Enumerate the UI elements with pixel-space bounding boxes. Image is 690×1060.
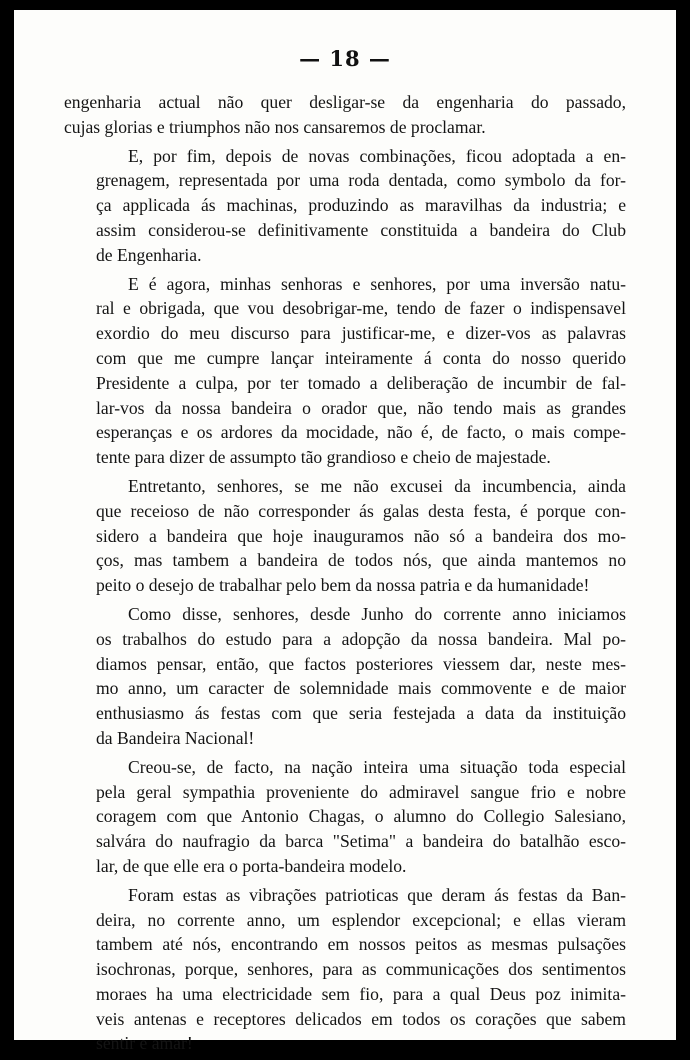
text-line: esperanças e os ardores da mocidade, não é, de facto, o mais compe-	[96, 422, 626, 443]
text-line: Foram estas as vibrações patrioticas que deram ás festas da Ban-	[128, 884, 626, 905]
text-line: isochronas, porque, senhores, para as communicações dos sentimentos	[96, 959, 626, 980]
paragraph	[64, 144, 626, 268]
text-line: enthusiasmo ás festas com que seria festejada a data da instituição	[96, 703, 626, 724]
text-line: diamos pensar, então, que factos posteriores viessem dar, neste mes-	[96, 653, 626, 674]
text-line: Creou-se, de facto, na nação inteira uma situação toda especial	[128, 756, 626, 777]
text-line: com que me cumpre lançar inteiramente á conta do nosso querido	[96, 347, 626, 368]
text-line: deira, no corrente anno, um esplendor excepcional; e ellas vieram	[96, 909, 626, 930]
text-line: Presidente a culpa, por ter tomado a deliberação de incumbir de fal-	[96, 372, 626, 393]
text-line: Como disse, senhores, desde Junho do corrente anno iniciamos	[128, 603, 626, 624]
text-line: Entretanto, senhores, se me não excusei da incumbencia, ainda	[128, 475, 626, 496]
paragraph	[64, 755, 626, 879]
paragraph	[64, 474, 626, 598]
text-line: assim considerou-se definitivamente constituida a bandeira do Club	[96, 219, 626, 240]
text-line: engenharia actual não quer desligar-se da engenharia do passado,	[64, 92, 626, 112]
text-line: de Engenharia.	[96, 244, 202, 265]
paragraph	[64, 883, 626, 1057]
page-number: — 18 —	[299, 46, 391, 71]
text-line: moraes ha uma electricidade sem fio, para a qual Deus poz inimita-	[96, 983, 626, 1004]
text-line: peito o desejo de trabalhar pelo bem da nossa patria e da humanidade!	[96, 575, 590, 596]
text-line: mo anno, um caracter de solemnidade mais commovente e de maior	[96, 678, 626, 699]
paragraph	[64, 90, 626, 140]
paragraph	[64, 272, 626, 470]
text-line: da Bandeira Nacional!	[96, 727, 255, 748]
text-line: tente para dizer de assumpto tão grandioso e cheio de majestade.	[96, 447, 551, 468]
text-line: ral e obrigada, que vou desobrigar-me, tendo de fazer o indispensavel	[96, 298, 626, 319]
text-line: coragem com que Antonio Chagas, o alumno do Collegio Salesiano,	[96, 806, 626, 827]
text-line: grenagem, representada por uma roda dentada, como symbolo da for-	[96, 170, 626, 191]
text-line: ça applicada ás machinas, produzindo as maravilhas da industria; e	[96, 195, 626, 216]
text-line: salvára do naufragio da barca "Setima" a bandeira do batalhão esco-	[96, 831, 626, 852]
text-line: os trabalhos do estudo para a adopção da nossa bandeira. Mal po-	[96, 628, 626, 649]
text-line: lar, de que elle era o porta-bandeira modelo.	[96, 855, 407, 876]
text-line: que receioso de não corresponder ás galas desta festa, é porque con-	[96, 500, 626, 521]
text-line: pela geral sympathia proveniente do admiravel sangue frio e nobre	[96, 781, 626, 802]
text-line: tambem até nós, encontrando em nossos peitos as mesmas pulsações	[96, 934, 626, 955]
text-line: sentir e amar!	[96, 1033, 193, 1054]
text-line: lar-vos da nossa bandeira o orador que, não tendo mais as grandes	[96, 397, 626, 418]
paragraph	[64, 602, 626, 751]
text-line: E, por fim, depois de novas combinações, ficou adoptada a en-	[128, 145, 626, 166]
text-line: veis antenas e receptores delicados em todos os corações que sabem	[96, 1008, 626, 1029]
text-line: E é agora, minhas senhoras e senhores, por uma inversão natu-	[128, 273, 626, 294]
document-page	[14, 10, 676, 1054]
text-line: exordio do meu discurso para justificar-me, e dizer-vos as palavras	[96, 323, 626, 344]
text-line: cujas glorias e triumphos não nos cansaremos de proclamar.	[64, 116, 486, 137]
text-line: ços, mas tambem a bandeira de todos nós, que ainda mantemos no	[96, 550, 626, 571]
text-line: sidero a bandeira que hoje inauguramos não só a bandeira dos mo-	[96, 525, 626, 546]
body-text	[64, 90, 626, 1060]
